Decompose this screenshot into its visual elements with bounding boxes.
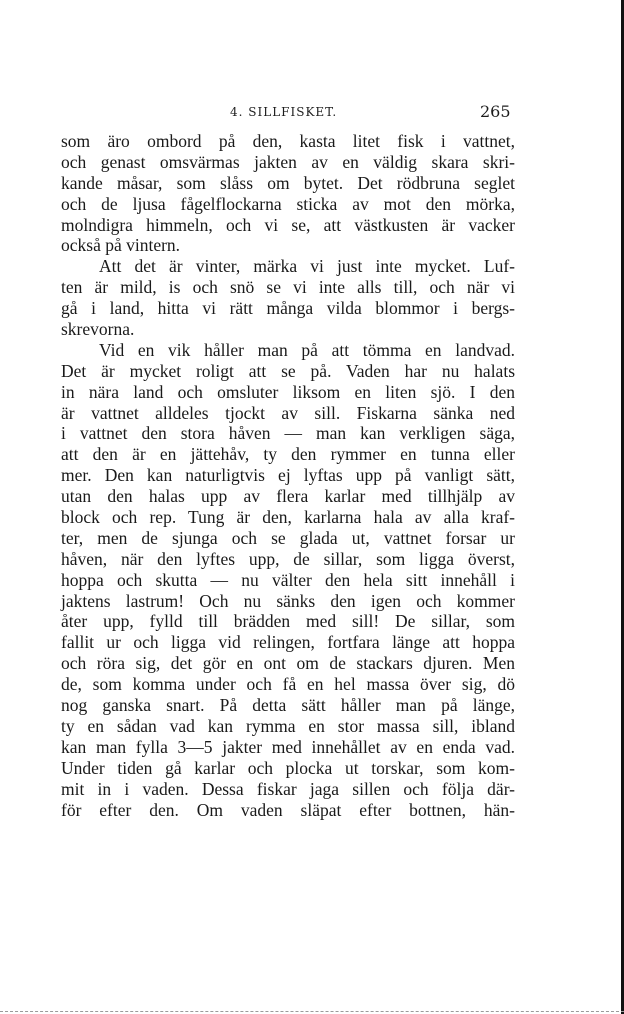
text-line: skrevorna. xyxy=(61,319,135,340)
text-line: är vattnet alldeles tjockt av sill. Fiskarna sänka ned xyxy=(61,402,515,423)
text-line: ty en sådan vad kan rymma en stor massa sill, ibland xyxy=(61,715,515,736)
body-text xyxy=(61,131,515,820)
text-line: fallit ur och ligga vid relingen, fortfara länge att hoppa xyxy=(61,632,515,653)
text-line: ten är mild, is och snö se vi inte alls till, och när vi xyxy=(61,277,515,298)
text-line: åter upp, fylld till brädden med sill! De sillar, som xyxy=(61,611,515,632)
text-line: ter, men de sjunga och se glada ut, vattnet forsar ur xyxy=(61,527,515,548)
text-line: att den är en jättehåv, ty den rymmer en tunna eller xyxy=(61,444,515,465)
text-line: block och rep. Tung är den, karlarna hala av alla kraf- xyxy=(61,507,515,528)
text-line: Att det är vinter, märka vi just inte mycket. Luf- xyxy=(99,256,515,277)
text-line: de, som komma under och få en hel massa över sig, dö xyxy=(61,674,515,695)
text-line: mer. Den kan naturligtvis ej lyftas upp på vanligt sätt, xyxy=(61,465,515,486)
running-head xyxy=(0,102,624,126)
text-line: också på vintern. xyxy=(61,235,181,256)
text-line: in nära land och omsluter liksom en liten sjö. I den xyxy=(61,381,515,402)
text-line: Vid en vik håller man på att tömma en landvad. xyxy=(99,339,515,360)
text-line: kande måsar, som slåss om bytet. Det rödbruna seglet xyxy=(61,172,515,193)
text-line: för efter den. Om vaden släpat efter bottnen, hän- xyxy=(61,799,515,820)
text-line: håven, när den lyftes upp, de sillar, som ligga överst, xyxy=(61,548,515,569)
text-line: Under tiden gå karlar och plocka ut torskar, som kom- xyxy=(61,757,515,778)
text-line: kan man fylla 3—5 jakter med innehållet av en enda vad. xyxy=(61,736,515,757)
text-line: jaktens lastrum! Och nu sänks den igen och kommer xyxy=(61,590,515,611)
text-line: och röra sig, det gör en ont om de stackars djuren. Men xyxy=(61,653,515,674)
page-number: 265 xyxy=(480,102,511,121)
text-line: mit in i vaden. Dessa fiskar jaga sillen och följa där- xyxy=(61,778,515,799)
scan-edge-bottom xyxy=(0,1011,624,1012)
chapter-title: 4. SILLFISKET. xyxy=(230,105,338,119)
text-line: gå i land, hitta vi rätt många vilda blommor i bergs- xyxy=(61,298,515,319)
text-line: och de ljusa fågelflockarna sticka av mot den mörka, xyxy=(61,193,515,214)
text-line: molndigra himmeln, och vi se, att västkusten är vacker xyxy=(61,214,515,235)
text-line: som äro ombord på den, kasta litet fisk i vattnet, xyxy=(61,131,515,151)
text-line: och genast omsvärmas jakten av en väldig skara skri- xyxy=(61,151,515,172)
text-line: utan den halas upp av flera karlar med tillhjälp av xyxy=(61,486,515,507)
text-line: hoppa och skutta — nu välter den hela sitt innehåll i xyxy=(61,569,515,590)
text-line: Det är mycket roligt att se på. Vaden har nu halats xyxy=(61,360,515,381)
text-line: nog ganska snart. På detta sätt håller man på länge, xyxy=(61,695,515,716)
text-line: i vattnet den stora håven — man kan verkligen säga, xyxy=(61,423,515,444)
